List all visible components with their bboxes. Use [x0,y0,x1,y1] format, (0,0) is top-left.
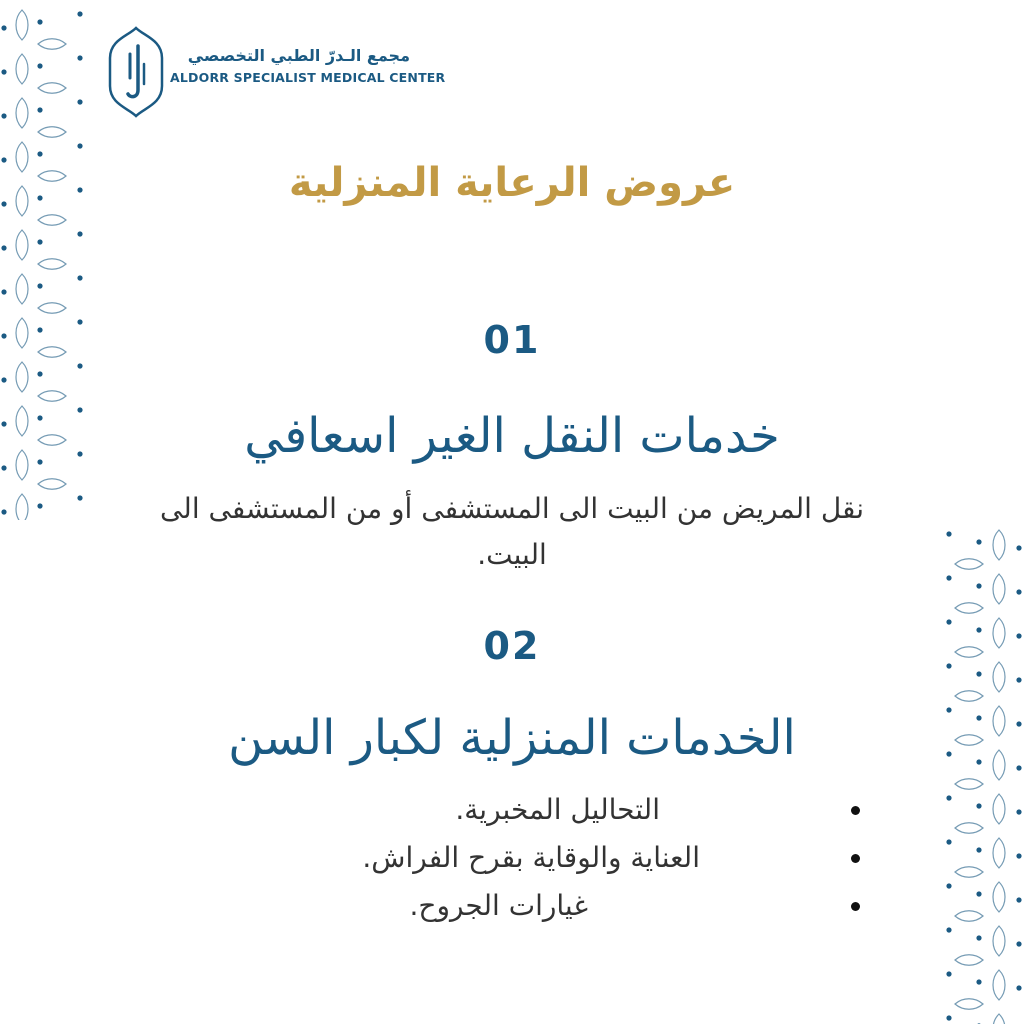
decorative-pattern-right [929,520,1024,1024]
logo-emblem-icon [104,24,168,120]
service-description: نقل المريض من البيت الى المستشفى أو من المستشفى الى البيت. [159,492,865,571]
logo-name-english: ALDORR SPECIALIST MEDICAL CENTER [170,70,446,85]
list-item-text: العناية والوقاية بقرح الفراش. [362,841,700,874]
bullet-icon [851,902,860,911]
service-number: 01 [483,318,541,362]
service-title: الخدمات المنزلية لكبار السن [228,710,796,766]
logo [104,24,446,120]
page-title: عروض الرعاية المنزلية [288,160,736,206]
list-item [250,884,860,932]
list-item [250,836,860,884]
list-item [250,788,860,836]
service-items-list [250,788,860,932]
list-item-text: التحاليل المخبرية. [455,793,660,826]
service-title: خدمات النقل الغير اسعافي [244,408,780,464]
list-item-text: غيارات الجروح. [409,889,588,922]
bullet-icon [851,854,860,863]
service-number: 02 [483,624,541,668]
bullet-icon [851,806,860,815]
logo-name-arabic: مجمع الـدرّ الطبي التخصصي [187,46,410,65]
